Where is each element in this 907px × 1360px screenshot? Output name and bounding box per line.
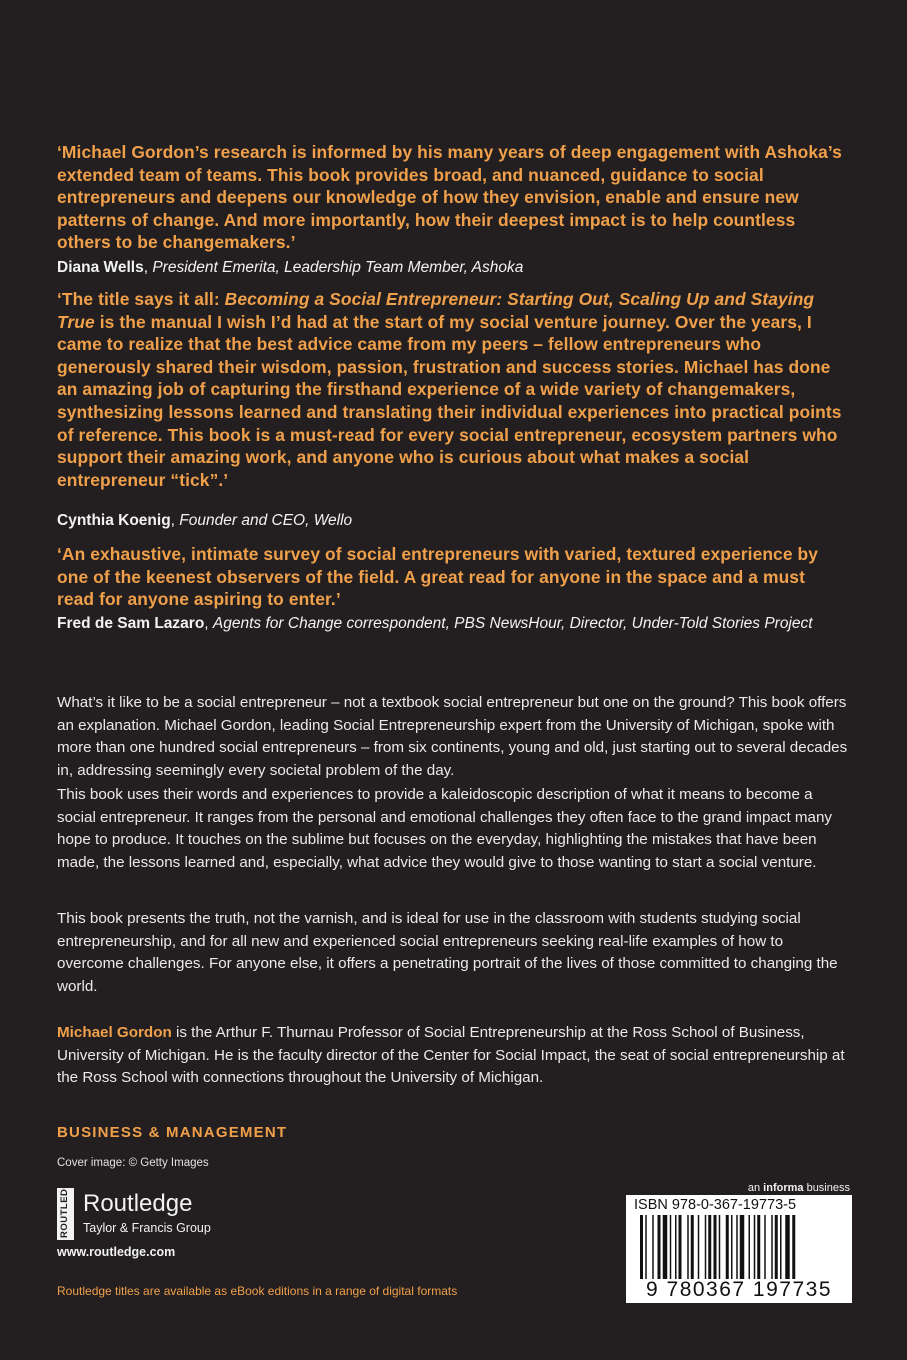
publisher-group: Taylor & Francis Group [83, 1221, 211, 1235]
author-name: Michael Gordon [57, 1024, 172, 1041]
endorsement-quote-1: ‘Michael Gordon’s research is informed by his many years of deep engagement with Ashoka’s extended team of teams. This book provides broad, and nuanced, guidance to social entrepreneurs and deepens our knowledge of how they envision, enable and ensure new patterns of change. And more importantly, how their deepest impact is to help countless others to be changemakers.’ [57, 142, 842, 253]
barcode-bar [792, 1215, 795, 1279]
ebook-note: Routledge titles are available as eBook editions in a range of digital formats [57, 1284, 458, 1298]
endorser-role: Founder and CEO, Wello [179, 512, 353, 529]
barcode-bar [691, 1215, 694, 1279]
barcode-bar [719, 1215, 721, 1279]
endorsement-quote-2 [57, 288, 847, 491]
barcode-bar [652, 1215, 654, 1279]
book-title: Becoming a Social Entrepreneur: Starting Out, Scaling Up and Staying True [57, 289, 815, 332]
endorser-role: President Emerita, Leadership Team Member, Ashoka [152, 259, 524, 276]
publisher-website: www.routledge.com [57, 1245, 176, 1259]
barcode-bar [640, 1215, 643, 1279]
endorser-name: Diana Wells [57, 259, 144, 276]
description-paragraph-2: This book uses their words and experiences to provide a kaleidoscopic description of what it means to become a social entrepreneur. It ranges from the personal and emotional challenges they often face to the grand impact many hope to produce. It touches on the sublime but focuses on the everyday, highlighting the mistakes that have been made, the lessons learned and, especially, what advice they would give to those wanting to start a social venture. [57, 786, 833, 871]
barcode-bar [757, 1215, 760, 1279]
barcode-bars [640, 1215, 840, 1279]
subject-category: BUSINESS & MANAGEMENT [57, 1124, 288, 1141]
endorsement-attribution-1: Diana Wells, President Emerita, Leadership Team Member, Ashoka [57, 259, 524, 276]
barcode-bar [663, 1215, 668, 1279]
endorser-role: Agents for Change correspondent, PBS NewsHour, Director, Under-Told Stories Project [212, 615, 813, 632]
barcode-bar [749, 1215, 751, 1279]
barcode-bar [645, 1215, 647, 1279]
publisher-name: Routledge [83, 1190, 193, 1217]
endorser-name: Fred de Sam Lazaro [57, 615, 205, 632]
endorser-name: Cynthia Koenig [57, 512, 171, 529]
barcode-bar [754, 1215, 756, 1279]
barcode [626, 1195, 852, 1303]
barcode-bar [714, 1215, 717, 1279]
informa-business-label: an informa business [747, 1182, 850, 1194]
cover-credit: Cover image: © Getty Images [57, 1157, 209, 1169]
author-bio-text: is the Arthur F. Thurnau Professor of Social Entrepreneurship at the Ross School of Business, University of Michigan. He is the faculty director of the Center for Social Impact, the seat of social entrepreneurship at the Ross School with connections throughout the University of Michigan. [57, 1024, 845, 1087]
barcode-bar [726, 1215, 729, 1279]
barcode-bar [785, 1215, 790, 1279]
barcode-bar [670, 1215, 672, 1279]
endorsement-attribution-3: Fred de Sam Lazaro, Agents for Change correspondent, PBS NewsHour, Director, Under-Told Stories Project [57, 615, 813, 632]
endorsement-attribution-2: Cynthia Koenig, Founder and CEO, Wello [57, 512, 353, 529]
barcode-bar [675, 1215, 677, 1279]
author-bio [57, 1022, 852, 1090]
barcode-bar [658, 1215, 661, 1279]
description-paragraph-3: This book presents the truth, not the varnish, and is ideal for use in the classroom with students studying social entrepreneurship, and for all new and experienced social entrepreneurs seeking real-life examples of how to overcome challenges. For anyone else, it offers a penetrating portrait of the lives of those committed to changing the world. [57, 910, 838, 995]
barcode-bar [698, 1215, 700, 1279]
isbn: ISBN 978-0-367-19773-5 [634, 1197, 797, 1213]
routledge-mark-icon: ROUTLEDGE [57, 1188, 74, 1240]
barcode-bar [679, 1215, 682, 1279]
barcode-bar [736, 1215, 738, 1279]
barcode-bar [705, 1215, 707, 1279]
barcode-bar [731, 1215, 733, 1279]
barcode-digits: 9 780367 197735 [646, 1278, 832, 1301]
barcode-bar [687, 1215, 689, 1279]
publisher-logo [57, 1173, 257, 1240]
barcode-bar [740, 1215, 745, 1279]
barcode-bar [708, 1215, 711, 1279]
barcode-bar [771, 1215, 773, 1279]
description-paragraph-1: What’s it like to be a social entrepreneur – not a textbook social entrepreneur but one on the ground? This book offers an explanation. Michael Gordon, leading Social Entrepreneurship expert from the University of Michigan, spoke with more than one hundred social entrepreneurs – from six continents, young and old, just starting out to several decades in, addressing seemingly every societal problem of the day. [57, 694, 848, 779]
barcode-bar [764, 1215, 766, 1279]
barcode-bar [775, 1215, 778, 1279]
barcode-bar [780, 1215, 782, 1279]
endorsement-quote-3: ‘An exhaustive, intimate survey of social entrepreneurs with varied, textured experience by one of the keenest observers of the field. A great read for anyone in the space and a must read for anyone aspiring to enter.’ [57, 544, 819, 610]
quote-rest: is the manual I wish I’d had at the start of my social venture journey. Over the years, I came to realize that the best advice came from my peers – fellow entrepreneurs who generously shared their wisdom, passion, frustration and success stories. Michael has done an amazing job of capturing the firsthand experience of a wide variety of changemakers, synthesizing lessons learned and translating their individual experiences into practical points of reference. This book is a must-read for every social entrepreneur, ecosystem partners who support their amazing work, and anyone who is curious about what makes a social entrepreneur “tick”.’ [57, 311, 842, 490]
quote-start: ‘The title says it all: [57, 289, 225, 309]
